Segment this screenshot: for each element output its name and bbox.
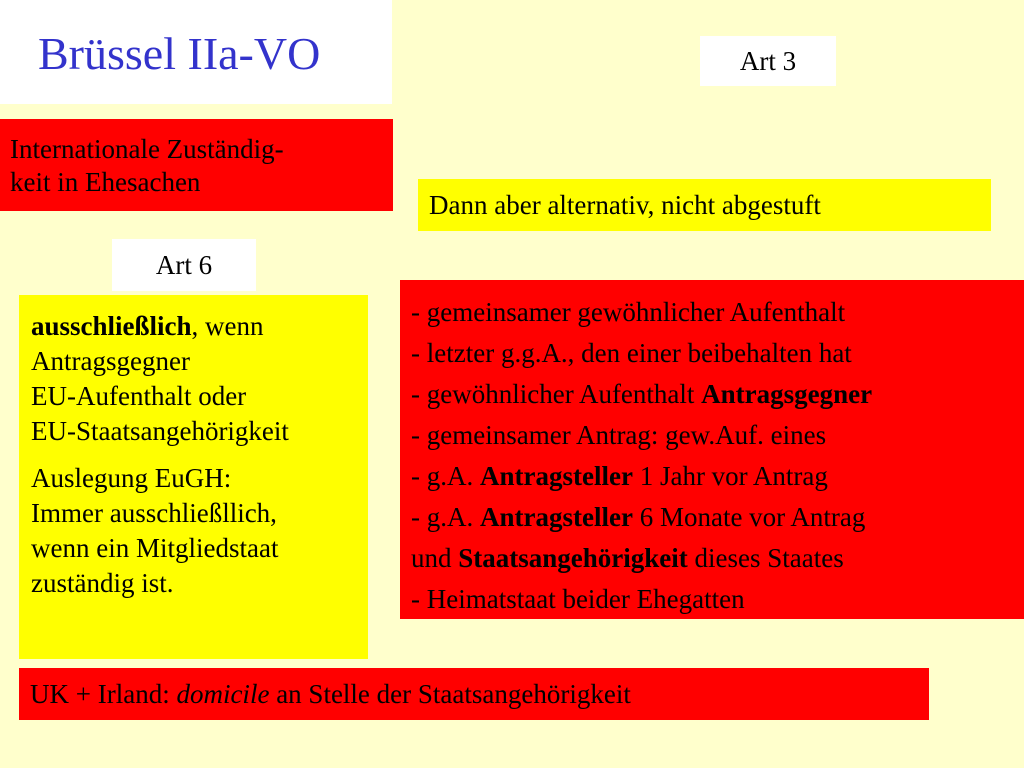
exclusive-line4: EU-Staatsangehörigkeit xyxy=(31,416,289,446)
item-text: dieses Staates xyxy=(687,543,844,573)
alternativ-box: Dann aber alternativ, nicht abgestuft xyxy=(418,179,991,231)
eugh-line1: Auslegung EuGH: xyxy=(31,463,232,493)
zustaendigkeit-box xyxy=(0,119,393,211)
item-text: 6 Monate vor Antrag xyxy=(632,502,866,532)
item-bold: Antragsgegner xyxy=(701,379,873,409)
exclusive-keyword: ausschließlich xyxy=(31,311,192,341)
list-item xyxy=(411,497,1024,538)
exclusive-paragraph xyxy=(31,309,368,449)
eugh-paragraph xyxy=(31,461,368,601)
item-bold: Staatsangehörigkeit xyxy=(458,543,688,573)
title-box xyxy=(0,0,392,104)
item-text: 1 Jahr vor Antrag xyxy=(632,461,828,491)
item-text: - g.A. xyxy=(411,461,480,491)
art6-explanation-box xyxy=(19,295,368,659)
eugh-line4: zuständig ist. xyxy=(31,568,174,598)
list-item xyxy=(411,538,1024,579)
art3-label: Art 3 xyxy=(700,36,836,86)
list-item xyxy=(411,374,1024,415)
page-title: Brüssel IIa-VO xyxy=(38,28,321,79)
item-text: - gewöhnlicher Aufenthalt xyxy=(411,379,702,409)
exclusive-line3: EU-Aufenthalt oder xyxy=(31,381,247,411)
item-bold: Antragsteller xyxy=(480,502,633,532)
list-item xyxy=(411,456,1024,497)
uk-note-text: UK + Irland: xyxy=(30,679,177,709)
zustaendigkeit-line2: keit in Ehesachen xyxy=(10,167,201,197)
uk-note-italic: domicile xyxy=(176,679,270,709)
item-text: und xyxy=(411,543,459,573)
item-bold: Antragsteller xyxy=(480,461,633,491)
zustaendigkeit-line1: Internationale Zuständig- xyxy=(10,134,284,164)
eugh-line2: Immer ausschließllich, xyxy=(31,498,277,528)
list-item: - letzter g.g.A., den einer beibehalten hat xyxy=(411,338,852,368)
list-item: - Heimatstaat beider Ehegatten xyxy=(411,584,745,614)
item-text: - g.A. xyxy=(411,502,480,532)
eugh-line3: wenn ein Mitgliedstaat xyxy=(31,533,279,563)
exclusive-line1-rest: , wenn xyxy=(191,311,264,341)
exclusive-line2: Antragsgegner xyxy=(31,346,190,376)
art3-criteria-list xyxy=(400,280,1024,619)
art6-label: Art 6 xyxy=(112,239,256,291)
list-item: - gemeinsamer Antrag: gew.Auf. eines xyxy=(411,420,827,450)
uk-note-text: an Stelle der Staatsangehörigkeit xyxy=(269,679,631,709)
uk-ireland-note xyxy=(19,668,929,720)
list-item: - gemeinsamer gewöhnlicher Aufenthalt xyxy=(411,297,846,327)
